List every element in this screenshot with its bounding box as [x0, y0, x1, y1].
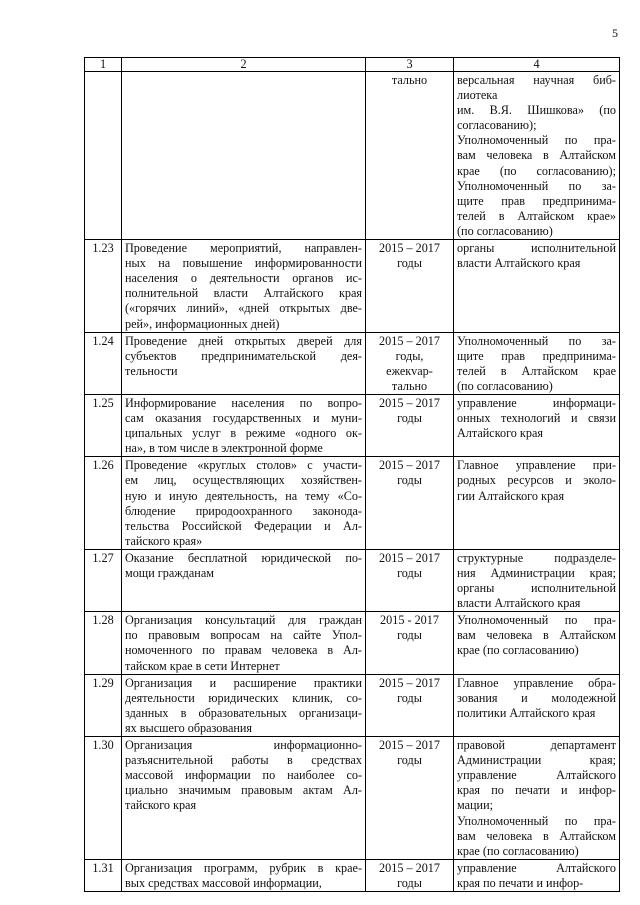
term-cell: [366, 72, 454, 240]
executor-cell: [454, 612, 620, 674]
activity-line: деятельности юридических клиник, со-: [125, 690, 362, 705]
term-line: годы: [397, 875, 422, 890]
activity-line: Проведение дней открытых дверей для: [125, 333, 362, 348]
activity-line: ях высшего образования: [125, 720, 253, 735]
term-line: 2015 – 2017: [379, 458, 440, 473]
executor-line: Уполномоченный по пра-: [457, 613, 616, 628]
executor-line: крае (по согласованию);: [457, 163, 616, 178]
executor-cell: [454, 674, 620, 736]
activity-line: тайского края: [125, 798, 197, 813]
activity-line: субъектов предпринимательской дея-: [125, 348, 362, 363]
executor-line: власти Алтайского края: [457, 596, 581, 611]
column-header-3: 3: [366, 58, 454, 72]
executor-line: власти Алтайского края: [457, 256, 581, 271]
executor-line: правовой департамент: [457, 738, 616, 753]
executor-line: (по согласованию): [457, 378, 553, 393]
activity-line: Проведение мероприятий, направлен-: [125, 241, 362, 256]
activity-cell: [122, 72, 366, 240]
executor-line: им. В.Я. Шишкова» (по: [457, 103, 616, 118]
row-number: 1.31: [85, 859, 122, 891]
activity-line: («горячих линий», «дней открытых две-: [125, 301, 362, 316]
table-row: [85, 737, 620, 860]
executor-cell: [454, 72, 620, 240]
executor-line: Алтайского края: [457, 426, 543, 441]
executor-line: края по печати и инфор-: [457, 783, 616, 798]
executor-line: мации;: [457, 798, 493, 813]
table-body: [85, 72, 620, 892]
term-line: 2015 – 2017: [379, 860, 440, 875]
executor-line: органы исполнительной: [457, 241, 616, 256]
table-row: [85, 72, 620, 240]
term-line: 2015 – 2017: [379, 675, 440, 690]
executor-line: Уполномоченный по пра-: [457, 133, 616, 148]
term-cell: [366, 332, 454, 394]
activity-line: Информирование населения по вопро-: [125, 395, 362, 410]
activity-line: вых средствах массовой информации,: [125, 875, 322, 890]
row-number: 1.28: [85, 612, 122, 674]
executor-cell: [454, 457, 620, 550]
executor-line: управление информаци-: [457, 395, 616, 410]
executor-cell: [454, 859, 620, 891]
row-number: 1.29: [85, 674, 122, 736]
table-row: [85, 332, 620, 394]
activity-line: тельства Российской Федерации и Ал-: [125, 518, 362, 533]
term-line: годы,: [395, 348, 424, 363]
table-row: [85, 240, 620, 333]
activity-line: тельности: [125, 363, 178, 378]
executor-line: телей в Алтайском крае: [457, 363, 616, 378]
executor-cell: [454, 332, 620, 394]
executor-line: Уполномоченный по за-: [457, 333, 616, 348]
activity-line: тайском крае в сети Интернет: [125, 658, 280, 673]
table-header-row: [85, 58, 620, 72]
activity-cell: [122, 394, 366, 456]
table-row: [85, 859, 620, 891]
row-number: 1.25: [85, 394, 122, 456]
activity-line: ных на повышение информированности: [125, 256, 362, 271]
activity-line: зданных в образовательных организаци-: [125, 705, 362, 720]
executor-line: гии Алтайского края: [457, 488, 565, 503]
row-number: [85, 72, 122, 240]
table-row: [85, 674, 620, 736]
term-line: годы: [397, 753, 422, 768]
activity-line: тайского края»: [125, 533, 203, 548]
activity-line: ную и иную деятельность, на тему «Со-: [125, 488, 362, 503]
term-cell: [366, 240, 454, 333]
executor-line: согласованию);: [457, 118, 537, 133]
executor-line: Уполномоченный по пра-: [457, 813, 616, 828]
term-cell: [366, 549, 454, 611]
table-row: [85, 612, 620, 674]
executor-line: версальная научная биб-: [457, 73, 616, 87]
term-line: тально: [391, 378, 428, 393]
activity-cell: [122, 457, 366, 550]
executor-cell: [454, 240, 620, 333]
activity-cell: [122, 674, 366, 736]
activity-line: полнительной власти Алтайского края: [125, 286, 362, 301]
term-line: ежекvар-: [386, 363, 433, 378]
action-plan-table: [84, 57, 620, 892]
executor-line: вам человека в Алтайском: [457, 148, 616, 163]
executor-line: ния Администрации края;: [457, 566, 616, 580]
column-header-4: 4: [454, 58, 620, 72]
executor-line: органы исполнительной: [457, 581, 616, 596]
column-header-2: 2: [122, 58, 366, 72]
activity-line: циально значимым правовым актам Ал-: [125, 783, 362, 798]
term-line: 2015 – 2017: [379, 333, 440, 348]
activity-cell: [122, 240, 366, 333]
executor-line: зования и молодежной: [457, 690, 616, 705]
term-line: 2015 – 2017: [379, 395, 440, 410]
executor-line: структурные подразделе-: [457, 550, 616, 565]
row-number: 1.27: [85, 549, 122, 611]
activity-line: Оказание бесплатной юридической по-: [125, 550, 362, 565]
executor-line: родных ресурсов и эколо-: [457, 473, 616, 488]
activity-cell: [122, 612, 366, 674]
executor-line: политики Алтайского края: [457, 705, 596, 720]
table-row: [85, 394, 620, 456]
term-line: 2015 – 2017: [379, 550, 440, 565]
executor-cell: [454, 737, 620, 860]
column-header-1: 1: [85, 58, 122, 72]
table-row: [85, 457, 620, 550]
row-number: 1.24: [85, 332, 122, 394]
page-number: 5: [612, 26, 618, 40]
executor-line: лиотека: [457, 88, 498, 103]
executor-line: телей в Алтайском крае»: [457, 208, 616, 223]
term-line: годы: [397, 566, 422, 580]
activity-line: по правовым вопросам на сайте Упол-: [125, 628, 362, 643]
term-cell: [366, 394, 454, 456]
term-line: тально: [391, 73, 428, 87]
activity-line: массовой информации по наиболее со-: [125, 768, 362, 783]
executor-cell: [454, 394, 620, 456]
executor-line: Уполномоченный по за-: [457, 178, 616, 193]
term-cell: [366, 457, 454, 550]
row-number: 1.23: [85, 240, 122, 333]
executor-line: онных технологий и связи: [457, 411, 616, 426]
activity-line: Организация информационно-: [125, 738, 362, 753]
activity-line: разъяснительной работы в средствах: [125, 753, 362, 768]
term-cell: [366, 612, 454, 674]
executor-cell: [454, 549, 620, 611]
executor-line: щите прав предпринима-: [457, 348, 616, 363]
term-line: годы: [397, 256, 422, 271]
activity-line: ем лиц, осуществляющих хозяйствен-: [125, 473, 362, 488]
executor-line: вам человека в Алтайском: [457, 628, 616, 643]
term-cell: [366, 737, 454, 860]
activity-cell: [122, 549, 366, 611]
executor-line: (по согласованию): [457, 223, 553, 238]
term-line: 2015 – 2017: [379, 738, 440, 753]
activity-line: мощи гражданам: [125, 566, 214, 580]
activity-line: номоченного по правам человека в Ал-: [125, 643, 362, 658]
term-cell: [366, 859, 454, 891]
row-number: 1.26: [85, 457, 122, 550]
activity-cell: [122, 859, 366, 891]
row-number: 1.30: [85, 737, 122, 860]
executor-line: вам человека в Алтайском: [457, 828, 616, 843]
table-row: [85, 549, 620, 611]
term-cell: [366, 674, 454, 736]
term-line: 2015 – 2017: [379, 241, 440, 256]
executor-line: Главное управление при-: [457, 458, 616, 473]
term-line: годы: [397, 690, 422, 705]
term-line: 2015 - 2017: [380, 613, 439, 628]
executor-line: края по печати и инфор-: [457, 875, 584, 890]
executor-line: крае (по согласованию): [457, 643, 579, 658]
activity-line: ципальных услуг в режиме «одного ок-: [125, 426, 362, 441]
executor-line: щите прав предпринима-: [457, 193, 616, 208]
activity-line: блюдение природоохранного законода-: [125, 503, 362, 518]
activity-line: сам оказания государственных и муни-: [125, 411, 362, 426]
activity-line: населения о деятельности органов ис-: [125, 271, 362, 286]
activity-line: на», в том числе в электронной форме: [125, 441, 323, 456]
activity-cell: [122, 737, 366, 860]
activity-line: Проведение «круглых столов» с участи-: [125, 458, 362, 473]
term-line: годы: [397, 628, 422, 643]
executor-line: Главное управление обра-: [457, 675, 616, 690]
activity-cell: [122, 332, 366, 394]
activity-line: Организация и расширение практики: [125, 675, 362, 690]
activity-line: Организация консультаций для граждан: [125, 613, 362, 628]
activity-line: Организация программ, рубрик в крае-: [125, 860, 362, 875]
term-line: годы: [397, 473, 422, 488]
executor-line: управление Алтайского: [457, 768, 616, 783]
executor-line: управление Алтайского: [457, 860, 616, 875]
executor-line: Администрации края;: [457, 753, 616, 768]
term-line: годы: [397, 411, 422, 426]
activity-line: рей», информационных дней): [125, 316, 280, 331]
executor-line: крае (по согласованию): [457, 843, 579, 858]
